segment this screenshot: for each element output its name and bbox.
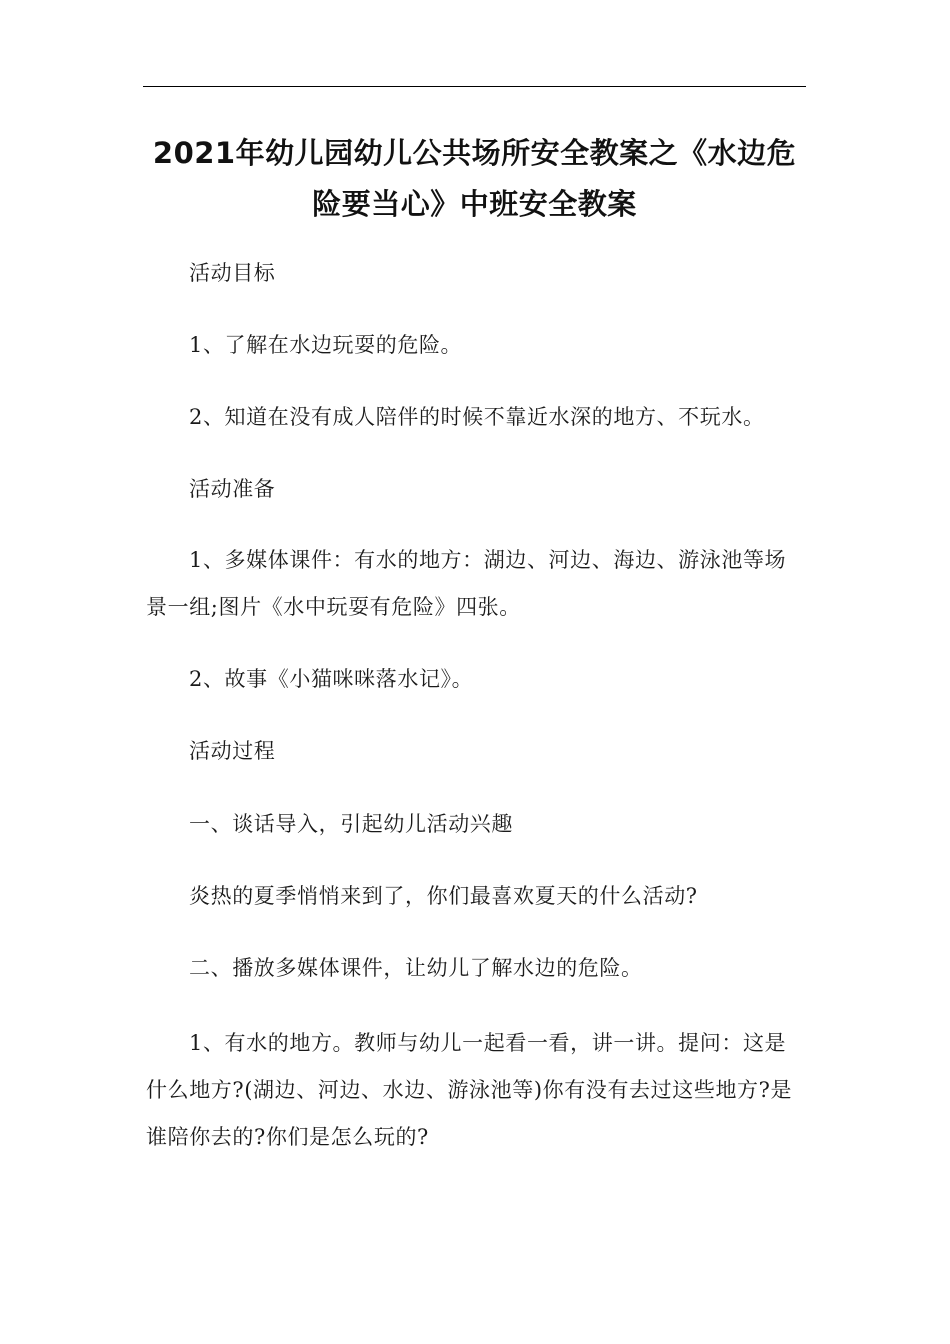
preparation-item-2: 2、故事《小猫咪咪落水记》。	[189, 667, 474, 691]
process-step-1-text: 炎热的夏季悄悄来到了，你们最喜欢夏天的什么活动?	[189, 884, 698, 908]
goal-item-2: 2、知道在没有成人陪伴的时候不靠近水深的地方、不玩水。	[189, 405, 765, 429]
process-step-2-heading: 二、播放多媒体课件，让幼儿了解水边的危险。	[189, 956, 643, 980]
preparation-item-1: 1、多媒体课件：有水的地方：湖边、河边、海边、游泳池等场景一组;图片《水中玩耍有危险》四张。	[146, 548, 787, 619]
goal-item-1: 1、了解在水边玩耍的危险。	[189, 333, 463, 357]
header-rule	[143, 86, 806, 87]
section-heading-goals: 活动目标	[189, 261, 276, 285]
document-title: 2021年幼儿园幼儿公共场所安全教案之《水边危险要当心》中班安全教案	[152, 136, 797, 221]
section-heading-process: 活动过程	[189, 739, 276, 763]
process-step-2-item-1: 1、有水的地方。教师与幼儿一起看一看，讲一讲。提问：这是什么地方?(湖边、河边、水边、游泳池等)你有没有去过这些地方?是谁陪你去的?你们是怎么玩的?	[146, 1031, 793, 1149]
section-heading-preparation: 活动准备	[189, 477, 276, 501]
process-step-1-heading: 一、谈话导入，引起幼儿活动兴趣	[189, 812, 513, 836]
